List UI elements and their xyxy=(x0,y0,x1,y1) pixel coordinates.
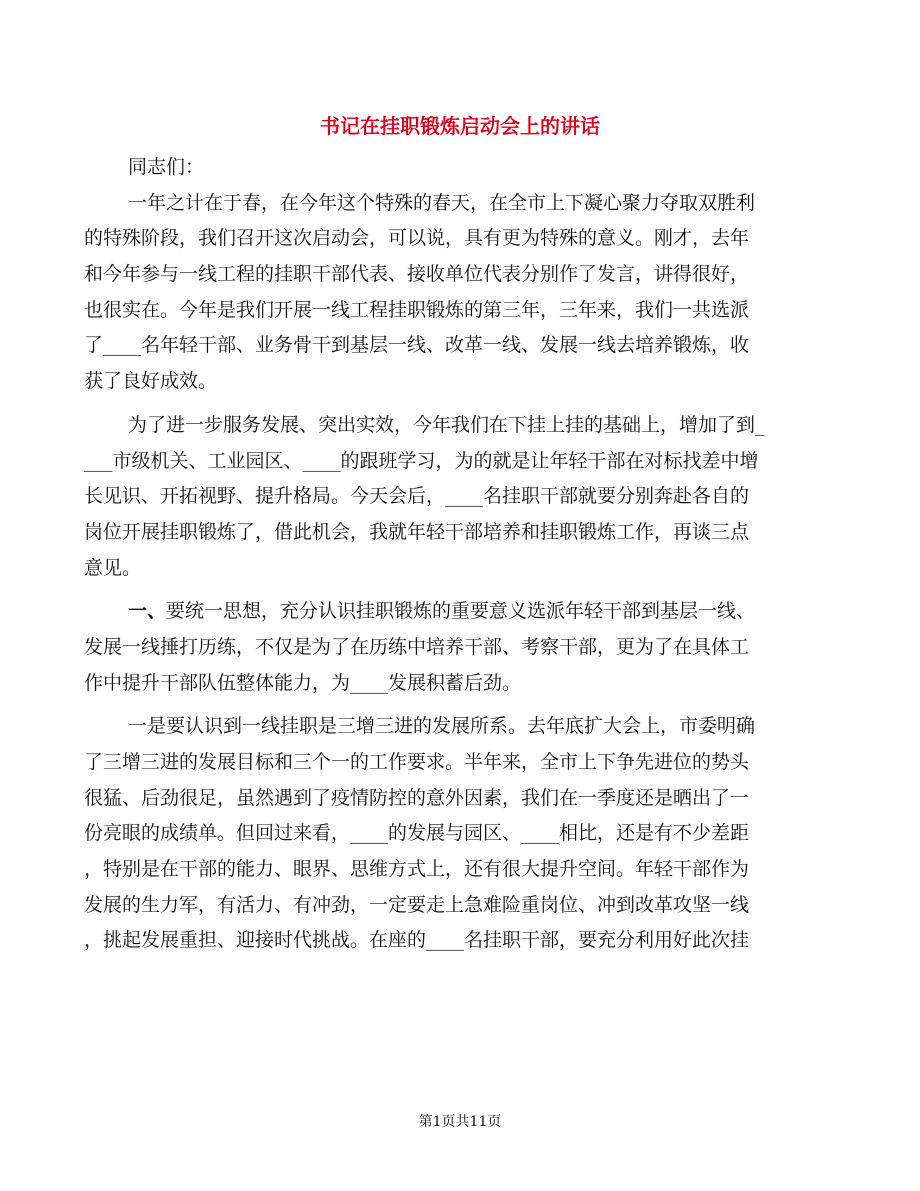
salutation: 同志们： xyxy=(128,156,205,178)
paragraph-1 xyxy=(84,186,840,400)
paragraph-line: 获了良好成效。 xyxy=(84,370,218,393)
paragraph-line: 一年之计在于春，在今年这个特殊的春天，在全市上下凝心聚力夺取双胜利 xyxy=(128,191,756,214)
paragraph-line: 很猛、后劲很足，虽然遇到了疫情防控的意外因素，我们在一季度还是晒出了一 xyxy=(84,786,750,809)
paragraph-line: ，挑起发展重担、迎接时代挑战。在座的____名挂职干部，要充分利用好此次挂 xyxy=(84,929,750,952)
paragraph-line: 份亮眼的成绩单。但回过来看，____的发展与园区、____相比，还是有不少差距 xyxy=(84,822,750,845)
paragraph-line-text: 要统一思想，充分认识挂职锻炼的重要意义选派年轻干部到基层一线、 xyxy=(166,600,756,623)
paragraph-line xyxy=(84,594,840,630)
paragraph-line: 为了进一步服务发展、突出实效，今年我们在下挂上挂的基础上，增加了到_ xyxy=(128,413,765,436)
paragraph-4 xyxy=(84,709,840,959)
section-heading: 一、 xyxy=(128,600,167,623)
document-body xyxy=(84,150,840,959)
paragraph-line: 和今年参与一线工程的挂职干部代表、接收单位代表分别作了发言，讲得很好， xyxy=(84,263,750,286)
page-number: 第1页共11页 xyxy=(418,1114,502,1130)
paragraph-line: 了____名年轻干部、业务骨干到基层一线、改革一线、发展一线去培养锻炼，收 xyxy=(84,334,750,357)
paragraph-line: 发展一线捶打历练，不仅是为了在历练中培养干部、考察干部，更为了在具体工 xyxy=(84,635,750,658)
document-title: 书记在挂职锻炼启动会上的讲话 xyxy=(320,114,600,138)
paragraph-line: 发展的生力军，有活力、有冲劲，一定要走上急难险重岗位、冲到改革攻坚一线 xyxy=(84,893,750,916)
paragraph-line: 岗位开展挂职锻炼了，借此机会，我就年轻干部培养和挂职锻炼工作，再谈三点 xyxy=(84,520,750,543)
paragraph-line: 一是要认识到一线挂职是三增三进的发展所系。去年底扩大会上，市委明确 xyxy=(128,715,756,738)
paragraph-line: 意见。 xyxy=(84,556,142,579)
paragraph-line: 的特殊阶段，我们召开这次启动会，可以说，具有更为特殊的意义。刚才，去年 xyxy=(84,227,750,250)
paragraph-3 xyxy=(84,594,840,701)
paragraph-2 xyxy=(84,408,840,586)
paragraph-line: ，特别是在干部的能力、眼界、思维方式上，还有很大提升空间。年轻干部作为 xyxy=(84,858,750,881)
paragraph-line: 长见识、开拓视野、提升格局。今天会后，____名挂职干部就要分别奔赴各自的 xyxy=(84,485,750,508)
paragraph-line: 了三增三进的发展目标和三个一的工作要求。半年来，全市上下争先进位的势头 xyxy=(84,751,750,773)
paragraph-line: ___市级机关、工业园区、____的跟班学习，为的就是让年轻干部在对标找差中增 xyxy=(84,449,759,472)
paragraph-line: 作中提升干部队伍整体能力，为____发展积蓄后劲。 xyxy=(84,671,522,694)
paragraph-line: 也很实在。今年是我们开展一线工程挂职锻炼的第三年，三年来，我们一共选派 xyxy=(84,298,750,321)
